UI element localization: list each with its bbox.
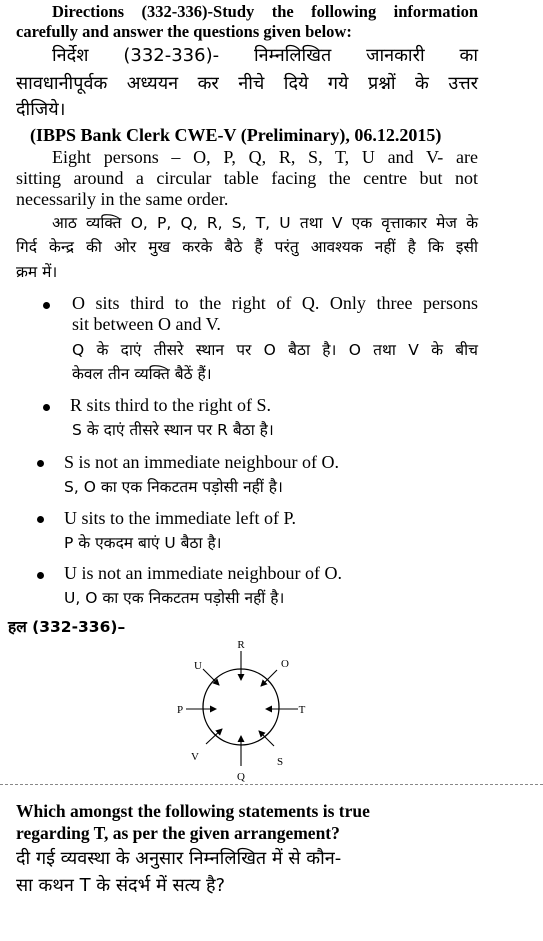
question-en-line2: regarding T, as per the given arrangement? [16, 823, 340, 843]
bullet-dot [37, 516, 44, 523]
intro-en-line3: necessarily in the same order. [16, 189, 229, 209]
bullet-dot [37, 572, 44, 579]
label-u: U [194, 660, 202, 672]
directions-hi-line2: सावधानीपूर्वक अध्ययन कर नीचे दिये गये प्रश्नों के उत्तर [16, 73, 478, 94]
label-t: T [298, 704, 306, 716]
label-r: R [237, 639, 245, 651]
directions-hi-line3: दीजिये। [16, 99, 66, 120]
label-p: P [176, 704, 184, 716]
directions-hi-line1: निर्देश (332-336)- निम्नलिखित जानकारी का [52, 45, 478, 66]
bullet5-en-line1: U is not an immediate neighbour of O. [64, 563, 342, 583]
question-hi-line2: सा कथन T के संदर्भ में सत्य है? [16, 875, 226, 896]
bullet-dot [37, 460, 44, 467]
bullet4-hi-line1: P के एकदम बाएं U बैठा है। [64, 534, 222, 552]
bullet2-hi-line1: S के दाएं तीसरे स्थान पर R बैठा है। [72, 421, 274, 439]
intro-hi-line3: क्रम में। [16, 263, 58, 281]
bullet1-hi-line1: Q के दाएं तीसरे स्थान पर O बैठा है। O तथा V के बीच [72, 341, 478, 359]
seating-diagram [170, 636, 320, 784]
intro-en-line2: sitting around a circular table facing the centre but not [16, 168, 478, 188]
bullet-dot [43, 302, 50, 309]
directions-en-line2: carefully and answer the questions given below: [16, 22, 352, 41]
bullet3-hi-line1: S, O का एक निकटतम पड़ोसी नहीं है। [64, 478, 283, 496]
bullet1-en-line1: O sits third to the right of Q. Only three persons [72, 293, 478, 313]
bullet3-en-line1: S is not an immediate neighbour of O. [64, 452, 339, 472]
bullet2-en-line1: R sits third to the right of S. [70, 395, 272, 415]
arrow-v [206, 729, 222, 744]
intro-hi-line1: आठ व्यक्ति O, P, Q, R, S, T, U तथा V एक वृत्ताकार मेज के [52, 214, 478, 232]
bullet-dot [43, 404, 50, 411]
bullet1-hi-line2: केवल तीन व्यक्ति बैठें हैं। [72, 365, 212, 383]
question-en-line1: Which amongst the following statements is true [16, 801, 370, 821]
label-q: Q [237, 771, 245, 783]
question-hi-line1: दी गई व्यवस्था के अनुसार निम्नलिखित में से कौन- [16, 848, 342, 869]
arrow-u [203, 669, 219, 685]
section-separator [0, 784, 543, 785]
label-s: S [276, 756, 284, 768]
intro-en-line1: Eight persons – O, P, Q, R, S, T, U and V- are [52, 147, 478, 167]
directions-en-line1: Directions (332-336)-Study the following information [52, 2, 478, 21]
arrow-o [261, 670, 277, 686]
bullet1-en-line2: sit between O and V. [72, 314, 221, 334]
bullet4-en-line1: U sits to the immediate left of P. [64, 508, 296, 528]
label-o: O [281, 658, 289, 670]
bullet5-hi-line1: U, O का एक निकटतम पड़ोसी नहीं है। [64, 589, 285, 607]
intro-hi-line2: गिर्द केन्द्र की ओर मुख करके बैठे हैं परंतु आवश्यक नहीं है कि इसी [16, 238, 478, 256]
solution-label: हल (332-336)– [8, 618, 126, 636]
label-v: V [191, 751, 199, 763]
exam-reference: (IBPS Bank Clerk CWE-V (Preliminary), 06.12.2015) [30, 125, 442, 145]
